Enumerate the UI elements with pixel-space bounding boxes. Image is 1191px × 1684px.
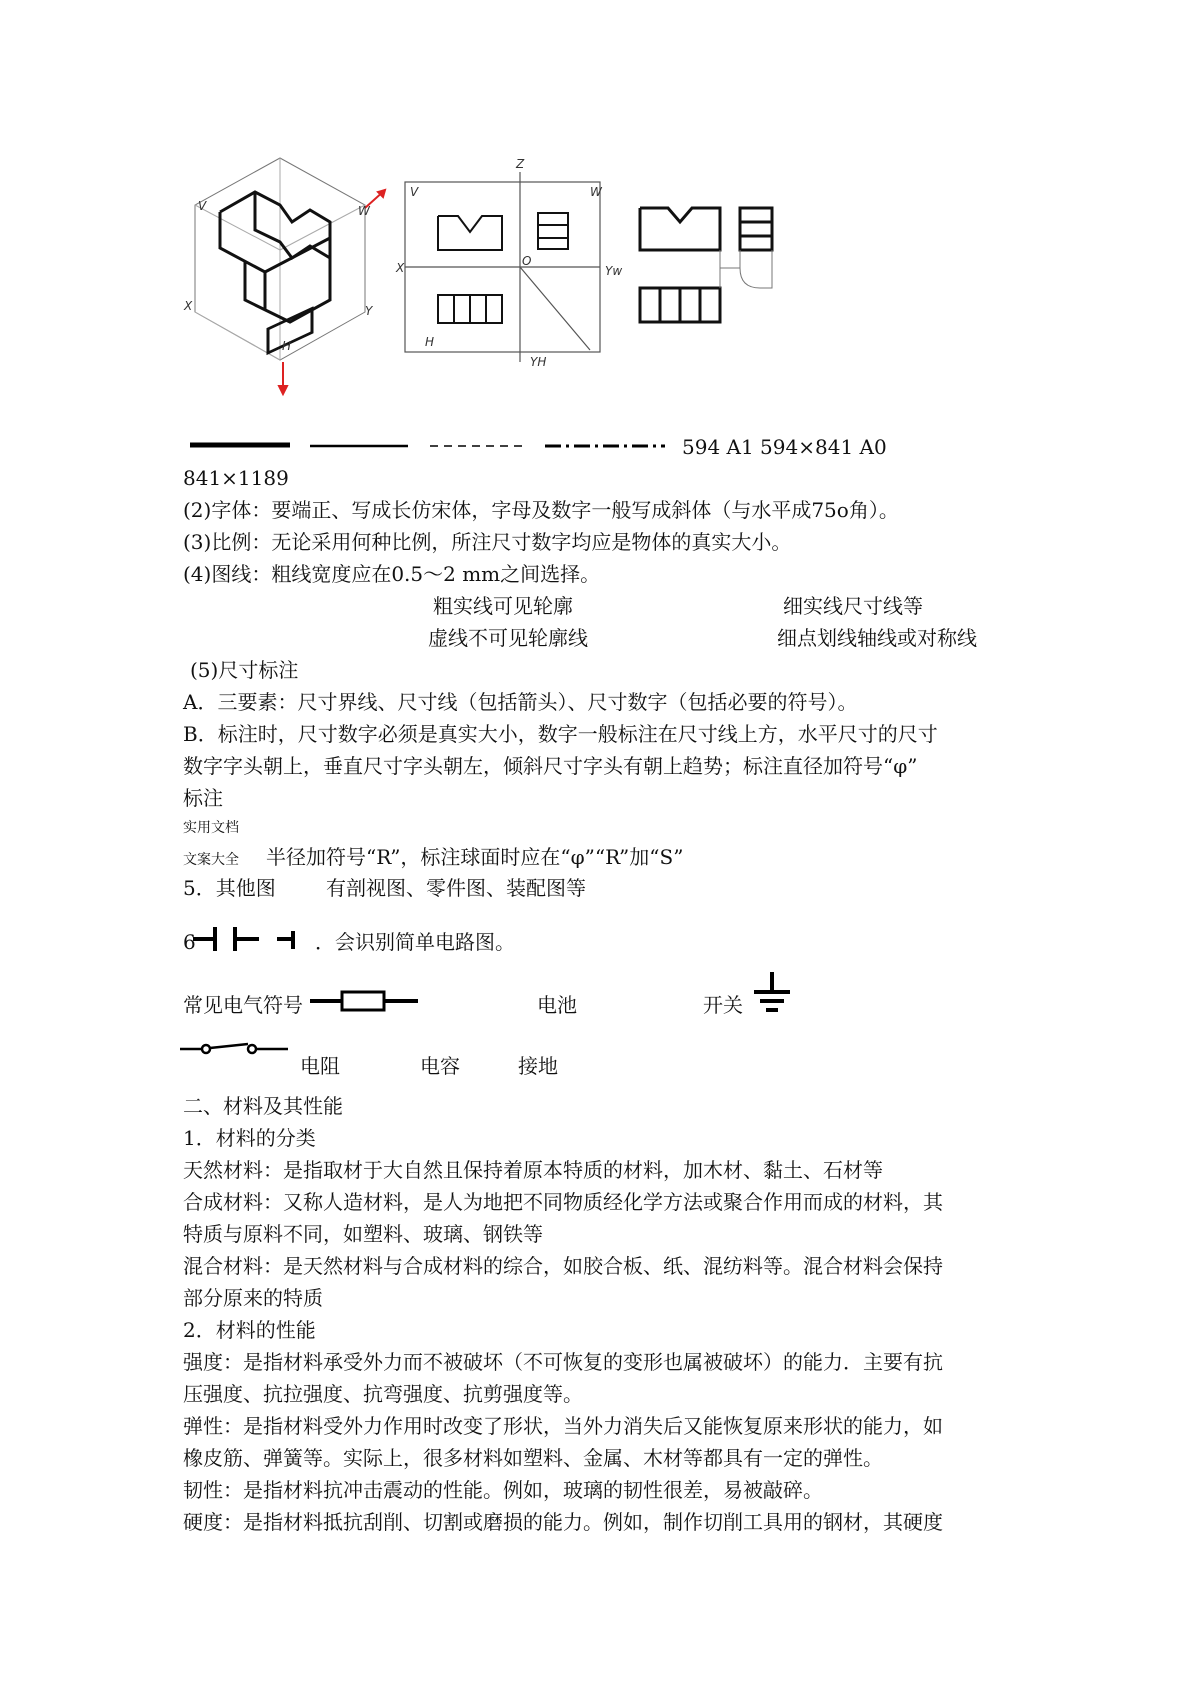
rule-lines: (4)图线：粗线宽度应在0.5～2 mm之间选择。 [183,562,601,586]
iso-label-x: X [184,299,193,313]
synthetic-materials-1: 合成材料：又称人造材料，是人为地把不同物质经化学方法或聚合作用而成的材料，其 [183,1190,943,1214]
common-symbols-label: 常见电气符号 [183,993,303,1017]
proj-label-h: H [425,335,435,349]
ground-symbol [752,972,792,1016]
materials-section-title: 二、材料及其性能 [183,1094,343,1118]
strength-1: 强度：是指材料承受外力而不被破坏（不可恢复的变形也属被破坏）的能力．主要有抗 [183,1350,943,1374]
line-type-thin-solid: 细实线尺寸线等 [783,594,923,618]
dimension-b2: 数字字头朝上，垂直尺寸字头朝左，倾斜尺寸字头有朝上趋势；标注直径加符号“φ” [183,754,918,778]
switch-symbol [180,1040,292,1056]
proj-label-w: W [590,185,602,199]
proj-label-x: X [396,261,405,275]
resistor-label: 电阻 [300,1054,340,1078]
capacitor-label: 电容 [420,1054,460,1078]
line-type-dashed: 虚线不可见轮廓线 [428,626,588,650]
ground-label: 接地 [518,1054,558,1078]
proj-label-z: Z [516,157,525,171]
materials-classification-title: 1．材料的分类 [183,1126,316,1150]
dimension-a: A．三要素：尺寸界线、尺寸线（包括箭头）、尺寸数字（包括必要的符号）。 [183,690,858,714]
natural-materials: 天然材料：是指取材于大自然且保持着原本特质的材料，加木材、黏土、石材等 [183,1158,883,1182]
three-view-projection-drawing [180,150,840,418]
battery-label: 电池 [537,993,577,1017]
dimension-b1: B．标注时，尺寸数字必须是真实大小，数字一般标注在尺寸线上方，水平尺寸的尺寸 [183,722,938,746]
battery-capacitor-symbols [193,921,305,951]
mixed-materials-2: 部分原来的特质 [183,1286,323,1310]
iso-label-y: Y [365,304,373,318]
switch-label: 开关 [703,993,743,1017]
iso-label-h: H [282,339,292,353]
toughness: 韧性：是指材料抗冲击震动的性能。例如，玻璃的韧性很差，易被敲碎。 [183,1478,823,1502]
strength-2: 压强度、抗拉强度、抗弯强度、抗剪强度等。 [183,1382,583,1406]
proj-label-v: V [410,185,419,199]
rule-font: (2)字体：要端正、写成长仿宋体，字母及数字一般写成斜体（与水平成75o角）。 [183,498,899,522]
elasticity-2: 橡皮筋、弹簧等。实际上，很多材料如塑料、金属、木材等都具有一定的弹性。 [183,1446,883,1470]
line-type-thick-solid: 粗实线可见轮廓 [433,594,573,618]
resistor-symbol [310,988,420,1014]
iso-label-w: W [358,204,370,218]
line-type-samples [190,436,670,452]
iso-label-v: V [198,199,207,213]
synthetic-materials-2: 特质与原料不同，如塑料、玻璃、钢铁等 [183,1222,543,1246]
proj-label-o: O [522,254,532,268]
line-type-dash-dot: 细点划线轴线或对称线 [777,626,977,650]
hardness: 硬度：是指材料抵抗刮削、切割或磨损的能力。例如，制作切削工具用的钢材，其硬度 [183,1510,943,1534]
elasticity-1: 弹性：是指材料受外力作用时改变了形状，当外力消失后又能恢复原来形状的能力，如 [183,1414,943,1438]
dimension-title: (5)尺寸标注 [190,658,299,682]
dimension-b3: 标注 [183,786,223,810]
radius-note: 半径加符号“R”，标注球面时应在“φ”“R”加“S” [266,845,684,869]
watermark-practical-doc: 实用文档 [183,820,239,836]
paper-sizes-line2: 841×1189 [183,466,289,490]
other-drawings-label: 5．其他图 [183,876,276,900]
other-drawings-text: 有剖视图、零件图、装配图等 [326,876,586,900]
circuit-text: ．会识别简单电路图。 [315,930,515,954]
projection-figure [180,150,840,418]
watermark-copy-collection: 文案大全 [183,852,239,868]
materials-performance-title: 2．材料的性能 [183,1318,316,1342]
rule-scale: (3)比例：无论采用何种比例，所注尺寸数字均应是物体的真实大小。 [183,530,792,554]
mixed-materials-1: 混合材料：是天然材料与合成材料的综合，如胶合板、纸、混纺料等。混合材料会保持 [183,1254,943,1278]
circuit-number: 6 [183,930,196,954]
proj-label-yh: YH [530,355,547,369]
paper-sizes-line1: 594 A1 594×841 A0 [682,435,887,459]
proj-label-yw: Yw [605,264,623,278]
